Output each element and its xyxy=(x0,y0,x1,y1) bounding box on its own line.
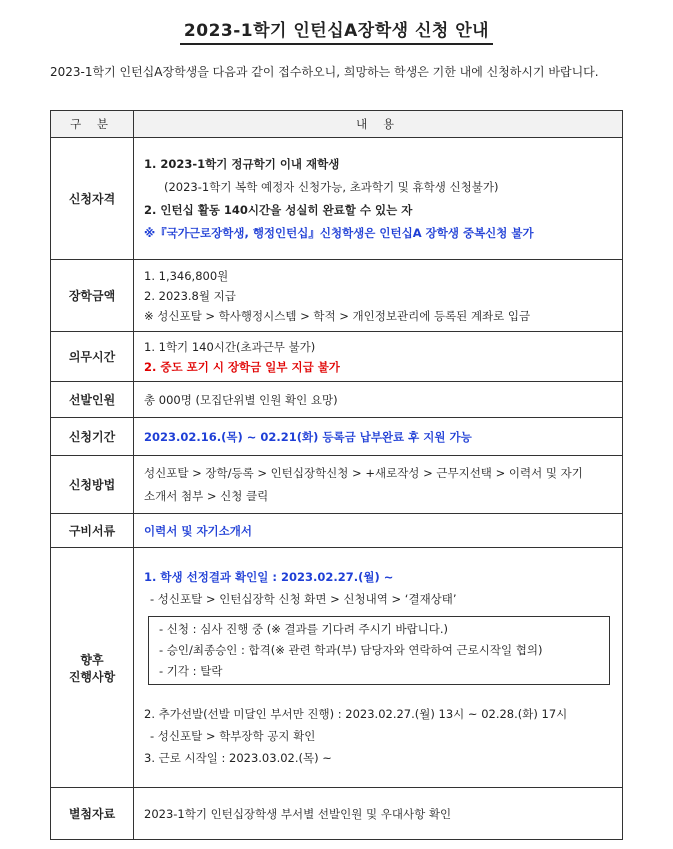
future-line-4: - 성신포탈 > 학부장학 공지 확인 xyxy=(150,729,316,743)
future-line-3: 2. 추가선발(선발 미달인 부서만 진행) : 2023.02.27.(월) 13시 ~ 02.28.(화) 17시 xyxy=(144,707,568,721)
label-amount: 장학금액 xyxy=(51,260,134,332)
row-method xyxy=(51,456,623,514)
method-line-1: 성신포탈 > 장학/등록 > 인턴십장학신청 > +새로작성 > 근무지선택 > 이력서 및 자기 xyxy=(144,465,583,480)
label-attachment: 별첨자료 xyxy=(51,788,134,840)
content-method xyxy=(134,456,623,514)
page-title: 2023-1학기 인턴십A장학생 신청 안내 xyxy=(180,16,493,45)
header-category: 구 분 xyxy=(51,111,134,138)
amount-line-2: 2. 2023.8월 지급 xyxy=(144,288,236,303)
content-attachment: 2023-1학기 인턴십장학생 부서별 선발인원 및 우대사항 확인 xyxy=(134,788,623,840)
row-amount xyxy=(51,260,623,332)
future-line-2: - 성신포탈 > 인턴십장학 신청 화면 > 신청내역 > ‘결재상태’ xyxy=(150,592,457,606)
eligibility-line-4: ※『국가근로장학생, 행정인턴십』신청학생은 인턴십A 장학생 중복신청 불가 xyxy=(144,225,534,240)
header-content: 내 용 xyxy=(134,111,623,138)
amount-line-1: 1. 1,346,800원 xyxy=(144,268,229,283)
row-attachment xyxy=(51,788,623,840)
content-hours xyxy=(134,332,623,382)
content-documents: 이력서 및 자기소개서 xyxy=(134,514,623,548)
status-box-line-1: - 신청 : 심사 진행 중 (※ 결과를 기다려 주시기 바랍니다.) xyxy=(159,622,449,636)
label-future-line-1: 향후 xyxy=(80,652,104,667)
label-method: 신청방법 xyxy=(51,456,134,514)
hours-line-2: 2. 중도 포기 시 장학금 일부 지급 불가 xyxy=(144,359,340,374)
row-future xyxy=(51,548,623,788)
amount-line-3: ※ 성신포탈 > 학사행정시스템 > 학적 > 개인정보관리에 등록된 계좌로 입금 xyxy=(144,308,531,323)
row-documents xyxy=(51,514,623,548)
row-hours xyxy=(51,332,623,382)
future-line-1: 1. 학생 선정결과 확인일 : 2023.02.27.(월) ~ xyxy=(144,570,394,584)
spacer xyxy=(144,691,612,703)
label-eligibility: 신청자격 xyxy=(51,138,134,260)
content-eligibility xyxy=(134,138,623,260)
eligibility-line-3: 2. 인턴십 활동 140시간을 성실히 완료할 수 있는 자 xyxy=(144,202,413,217)
eligibility-line-2: (2023-1학기 복학 예정자 신청가능, 초과학기 및 휴학생 신청불가) xyxy=(164,179,499,194)
table-header-row xyxy=(51,111,623,138)
future-line-5: 3. 근로 시작일 : 2023.03.02.(목) ~ xyxy=(144,751,332,765)
row-selection xyxy=(51,382,623,418)
method-line-2: 소개서 첨부 > 신청 클릭 xyxy=(144,488,269,503)
label-future-line-2: 진행사항 xyxy=(68,669,116,684)
label-hours: 의무시간 xyxy=(51,332,134,382)
row-period xyxy=(51,418,623,456)
status-box xyxy=(148,616,610,685)
content-selection: 총 000명 (모집단위별 인원 확인 요망) xyxy=(134,382,623,418)
eligibility-line-1: 1. 2023-1학기 정규학기 이내 재학생 xyxy=(144,156,340,171)
status-box-line-3: - 기각 : 탈락 xyxy=(159,664,223,678)
hours-line-1: 1. 1학기 140시간(초과근무 불가) xyxy=(144,339,316,354)
content-amount xyxy=(134,260,623,332)
status-box-line-2: - 승인/최종승인 : 합격(※ 관련 학과(부) 담당자와 연락하여 근로시작일 협의) xyxy=(159,643,543,657)
label-selection: 선발인원 xyxy=(51,382,134,418)
title-container xyxy=(0,16,673,45)
content-future xyxy=(134,548,623,788)
info-table xyxy=(50,110,623,840)
label-documents: 구비서류 xyxy=(51,514,134,548)
label-period: 신청기간 xyxy=(51,418,134,456)
label-future xyxy=(51,548,134,788)
row-eligibility xyxy=(51,138,623,260)
intro-text: 2023-1학기 인턴십A장학생을 다음과 같이 접수하오니, 희망하는 학생은 기한 내에 신청하시기 바랍니다. xyxy=(50,65,599,79)
content-period: 2023.02.16.(목) ~ 02.21(화) 등록금 납부완료 후 지원 가능 xyxy=(134,418,623,456)
